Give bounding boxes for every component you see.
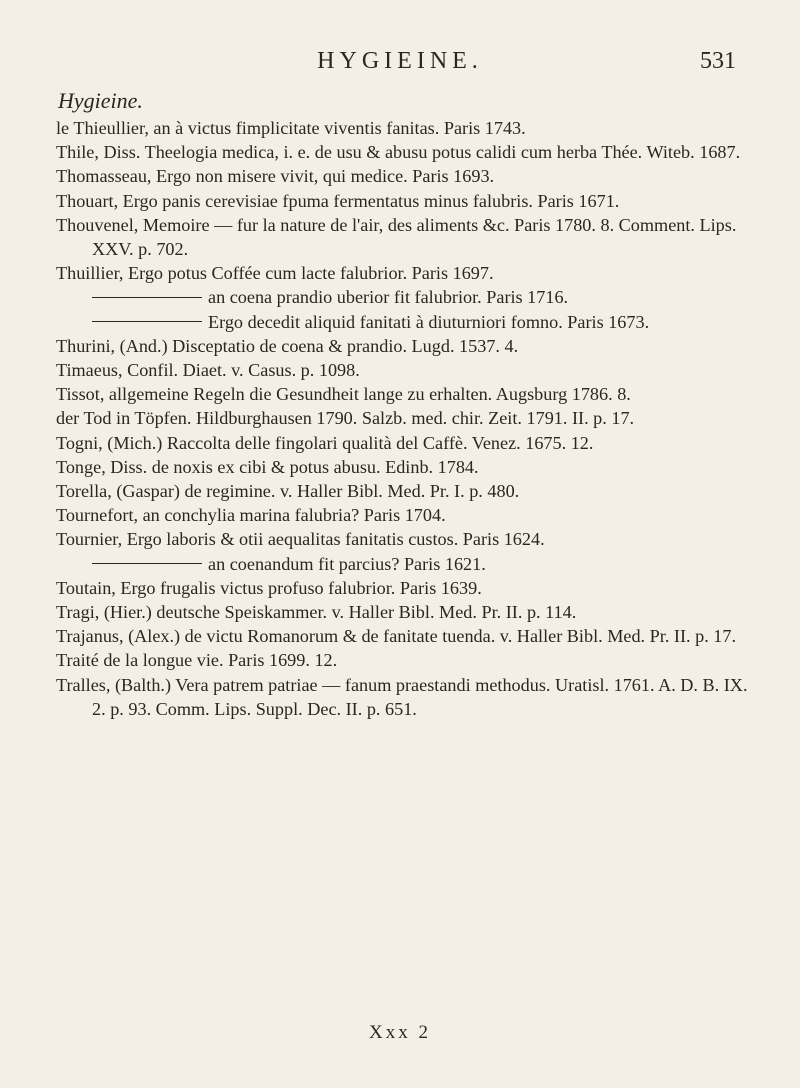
page-number: 531 <box>700 48 736 74</box>
bibliography-entry <box>56 455 756 479</box>
bibliography-entry <box>56 576 756 600</box>
bibliography-entry <box>56 624 756 648</box>
bibliography-entry <box>56 116 756 140</box>
entry-text: Tragi, (Hier.) deutsche Speiskammer. v. Haller Bibl. Med. Pr. II. p. 114. <box>56 602 577 623</box>
entry-text: Thile, Diss. Theelogia medica, i. e. de usu & abusu potus calidi cum herba Thée. Witeb. 1687. <box>56 142 741 163</box>
ditto-dash <box>92 321 202 322</box>
entry-text: der Tod in Töpfen. Hildburghausen 1790. Salzb. med. chir. Zeit. 1791. II. p. 17. <box>56 408 635 429</box>
bibliography-entry <box>56 310 756 334</box>
entry-text: Togni, (Mich.) Raccolta delle fingolari qualità del Caffè. Venez. 1675. 12. <box>56 432 594 453</box>
bibliography-entry <box>56 285 756 309</box>
entry-text: an coena prandio uberior fit falubrior. Paris 1716. <box>208 287 569 308</box>
entry-text: Tissot, allgemeine Regeln die Gesundheit lange zu erhalten. Augsburg 1786. 8. <box>56 384 631 405</box>
bibliography-entry <box>56 600 756 624</box>
entry-text: Tralles, (Balth.) Vera patrem patriae — fanum praestandi methodus. Uratisl. 1761. A. D. B. IX. 2. p. 93. Comm. Lips. Suppl. Dec. II. p. 651. <box>56 674 748 719</box>
entry-text: le Thieullier, an à victus fimplicitate viventis fanitas. Paris 1743. <box>56 118 526 138</box>
entry-text: Thouart, Ergo panis cerevisiae fpuma fermentatus minus falubris. Paris 1671. <box>56 190 620 211</box>
bibliography-entry <box>56 140 756 164</box>
entry-text: Tournefort, an conchylia marina falubria? Paris 1704. <box>56 505 446 526</box>
entry-text: Thomasseau, Ergo non misere vivit, qui medice. Paris 1693. <box>56 166 495 187</box>
entry-text: Toutain, Ergo frugalis victus profuso falubrior. Paris 1639. <box>56 577 482 598</box>
bibliography-entry <box>56 503 756 527</box>
entry-text: Tournier, Ergo laboris & otii aequalitas fanitatis custos. Paris 1624. <box>56 529 545 550</box>
bibliography-entry <box>56 213 756 261</box>
entry-text: Thouvenel, Memoire — fur la nature de l'air, des aliments &c. Paris 1780. 8. Comment. Lips. XXV. p. 702. <box>56 214 737 260</box>
ditto-dash <box>92 563 202 564</box>
entry-text: Torella, (Gaspar) de regimine. v. Haller Bibl. Med. Pr. I. p. 480. <box>56 481 520 502</box>
printer-signature: Xxx 2 <box>369 1022 431 1043</box>
entry-text: Thurini, (And.) Disceptatio de coena & prandio. Lugd. 1537. 4. <box>56 335 519 356</box>
bibliography-entry <box>56 479 756 503</box>
bibliography-entry <box>56 406 756 430</box>
bibliography-entry <box>56 358 756 382</box>
entry-text: Timaeus, Confil. Diaet. v. Casus. p. 1098. <box>56 360 360 381</box>
bibliography-entry <box>56 189 756 213</box>
entry-text: Trajanus, (Alex.) de victu Romanorum & de fanitate tuenda. v. Haller Bibl. Med. Pr. II. p. 17. <box>56 626 737 647</box>
bibliography-entry <box>56 334 756 358</box>
entry-text: an coenandum fit parcius? Paris 1621. <box>208 553 486 574</box>
entry-text: Thuillier, Ergo potus Coffée cum lacte falubrior. Paris 1697. <box>56 263 494 284</box>
bibliography-entry <box>56 382 756 406</box>
entry-text: Traité de la longue vie. Paris 1699. 12. <box>56 650 338 671</box>
bibliography-entry <box>56 527 756 551</box>
bibliography-entry <box>56 261 756 285</box>
bibliography-list <box>56 116 756 721</box>
entry-text: Tonge, Diss. de noxis ex cibi & potus abusu. Edinb. 1784. <box>56 456 479 477</box>
running-head: HYGIEINE. <box>317 48 483 74</box>
entry-text: Ergo decedit aliquid fanitati à diuturniori fomno. Paris 1673. <box>208 311 650 332</box>
bibliography-entry <box>56 552 756 576</box>
bibliography-entry <box>56 648 756 672</box>
bibliography-entry <box>56 431 756 455</box>
bibliography-entry <box>56 164 756 188</box>
bibliography-entry <box>56 673 756 721</box>
ditto-dash <box>92 297 202 298</box>
section-title: Hygieine. <box>58 88 143 113</box>
